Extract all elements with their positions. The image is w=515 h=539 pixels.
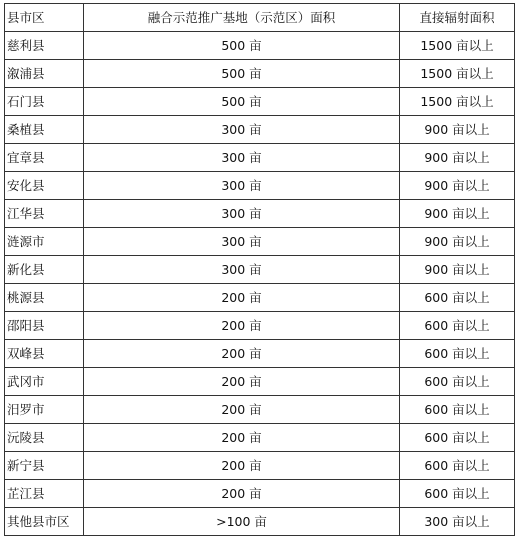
cell-county: 石门县 <box>5 88 84 116</box>
table-row <box>5 60 515 88</box>
cell-county: 新化县 <box>5 256 84 284</box>
cell-demo-base-area: 500 亩 <box>84 88 400 116</box>
cell-county: 宜章县 <box>5 144 84 172</box>
cell-county: 新宁县 <box>5 452 84 480</box>
table-row <box>5 256 515 284</box>
cell-county: 溆浦县 <box>5 60 84 88</box>
cell-radiation-area: 600 亩以上 <box>400 424 515 452</box>
cell-county: 江华县 <box>5 200 84 228</box>
table-row <box>5 172 515 200</box>
cell-demo-base-area: 300 亩 <box>84 256 400 284</box>
cell-demo-base-area: 200 亩 <box>84 312 400 340</box>
cell-county: 邵阳县 <box>5 312 84 340</box>
table-row <box>5 508 515 536</box>
cell-radiation-area: 900 亩以上 <box>400 116 515 144</box>
header-radiation-area: 直接辐射面积 <box>400 4 515 32</box>
cell-radiation-area: 1500 亩以上 <box>400 32 515 60</box>
table-row <box>5 368 515 396</box>
cell-radiation-area: 900 亩以上 <box>400 256 515 284</box>
cell-demo-base-area: 200 亩 <box>84 396 400 424</box>
cell-radiation-area: 600 亩以上 <box>400 340 515 368</box>
cell-demo-base-area: 300 亩 <box>84 200 400 228</box>
cell-county: 涟源市 <box>5 228 84 256</box>
cell-radiation-area: 600 亩以上 <box>400 452 515 480</box>
cell-demo-base-area: 200 亩 <box>84 368 400 396</box>
table-body <box>5 32 515 536</box>
cell-radiation-area: 600 亩以上 <box>400 396 515 424</box>
cell-radiation-area: 900 亩以上 <box>400 200 515 228</box>
cell-demo-base-area: 200 亩 <box>84 480 400 508</box>
cell-demo-base-area: 500 亩 <box>84 32 400 60</box>
cell-demo-base-area: 200 亩 <box>84 340 400 368</box>
table-row <box>5 32 515 60</box>
table-row <box>5 200 515 228</box>
table-row <box>5 340 515 368</box>
cell-demo-base-area: 300 亩 <box>84 116 400 144</box>
area-table <box>4 3 515 536</box>
cell-county: 芷江县 <box>5 480 84 508</box>
table-row <box>5 396 515 424</box>
table-row <box>5 480 515 508</box>
cell-demo-base-area: 200 亩 <box>84 424 400 452</box>
cell-county: 安化县 <box>5 172 84 200</box>
header-demo-base-area: 融合示范推广基地（示范区）面积 <box>84 4 400 32</box>
cell-county: 其他县市区 <box>5 508 84 536</box>
table-row <box>5 452 515 480</box>
cell-county: 桃源县 <box>5 284 84 312</box>
table-row <box>5 144 515 172</box>
table-row <box>5 88 515 116</box>
cell-radiation-area: 1500 亩以上 <box>400 88 515 116</box>
table-row <box>5 312 515 340</box>
cell-demo-base-area: 200 亩 <box>84 284 400 312</box>
cell-demo-base-area: 500 亩 <box>84 60 400 88</box>
cell-demo-base-area: 200 亩 <box>84 452 400 480</box>
cell-radiation-area: 600 亩以上 <box>400 368 515 396</box>
cell-demo-base-area: 300 亩 <box>84 144 400 172</box>
cell-radiation-area: 300 亩以上 <box>400 508 515 536</box>
cell-county: 沅陵县 <box>5 424 84 452</box>
table-row <box>5 424 515 452</box>
cell-demo-base-area: >100 亩 <box>84 508 400 536</box>
cell-radiation-area: 900 亩以上 <box>400 144 515 172</box>
cell-radiation-area: 1500 亩以上 <box>400 60 515 88</box>
cell-radiation-area: 600 亩以上 <box>400 312 515 340</box>
table-header-row <box>5 4 515 32</box>
cell-county: 武冈市 <box>5 368 84 396</box>
table-row <box>5 228 515 256</box>
cell-demo-base-area: 300 亩 <box>84 228 400 256</box>
cell-demo-base-area: 300 亩 <box>84 172 400 200</box>
cell-county: 桑植县 <box>5 116 84 144</box>
cell-radiation-area: 900 亩以上 <box>400 228 515 256</box>
header-county: 县市区 <box>5 4 84 32</box>
table-row <box>5 284 515 312</box>
cell-radiation-area: 600 亩以上 <box>400 480 515 508</box>
cell-radiation-area: 600 亩以上 <box>400 284 515 312</box>
table-row <box>5 116 515 144</box>
cell-county: 慈利县 <box>5 32 84 60</box>
cell-county: 汨罗市 <box>5 396 84 424</box>
cell-radiation-area: 900 亩以上 <box>400 172 515 200</box>
cell-county: 双峰县 <box>5 340 84 368</box>
